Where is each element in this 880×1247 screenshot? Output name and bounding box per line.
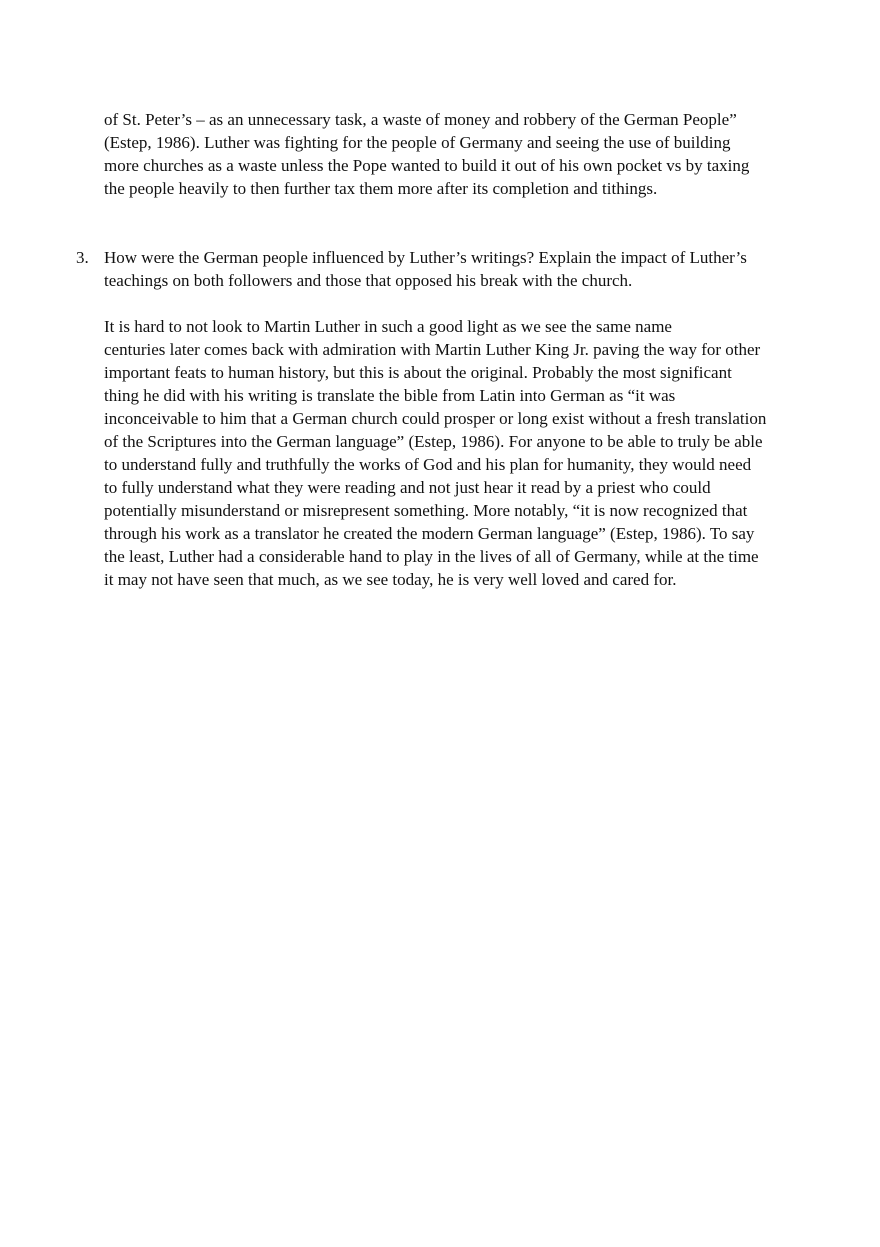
question-item: [76, 246, 796, 315]
answer-paragraph: It is hard to not look to Martin Luther in such a good light as we see the same name centuries later comes back with admiration with Martin Luther King Jr. paving the way for other important feats to human history, but this is about the original. Probably the most significant thing he did with his writing is translate the bible from Latin into German as “it was inconceivable to him that a German church could prosper or long exist without a fresh translation of the Scriptures into the German language” (Estep, 1986). For anyone to be able to truly be able to understand fully and truthfully the works of God and his plan for humanity, they would need to fully understand what they were reading and not just hear it read by a priest who could potentially misunderstand or misrepresent something. More notably, “it is now recognized that through his work as a translator he created the modern German language” (Estep, 1986). To say the least, Luther had a considerable hand to play in the lives of all of Germany, while at the time it may not have seen that much, as we see today, he is very well loved and cared for.: [104, 317, 767, 589]
question-text: How were the German people influenced by Luther’s writings? Explain the impact of Luther’s teachings on both followers and those that opposed his break with the church.: [104, 248, 747, 290]
question-number: 3.: [76, 248, 89, 267]
continuation-paragraph: of St. Peter’s – as an unnecessary task, a waste of money and robbery of the German People” (Estep, 1986). Luther was fighting for the people of Germany and seeing the use of building more churches as a waste unless the Pope wanted to build it out of his own pocket vs by taxing the people heavily to then further tax them more after its completion and tithings.: [104, 110, 750, 198]
